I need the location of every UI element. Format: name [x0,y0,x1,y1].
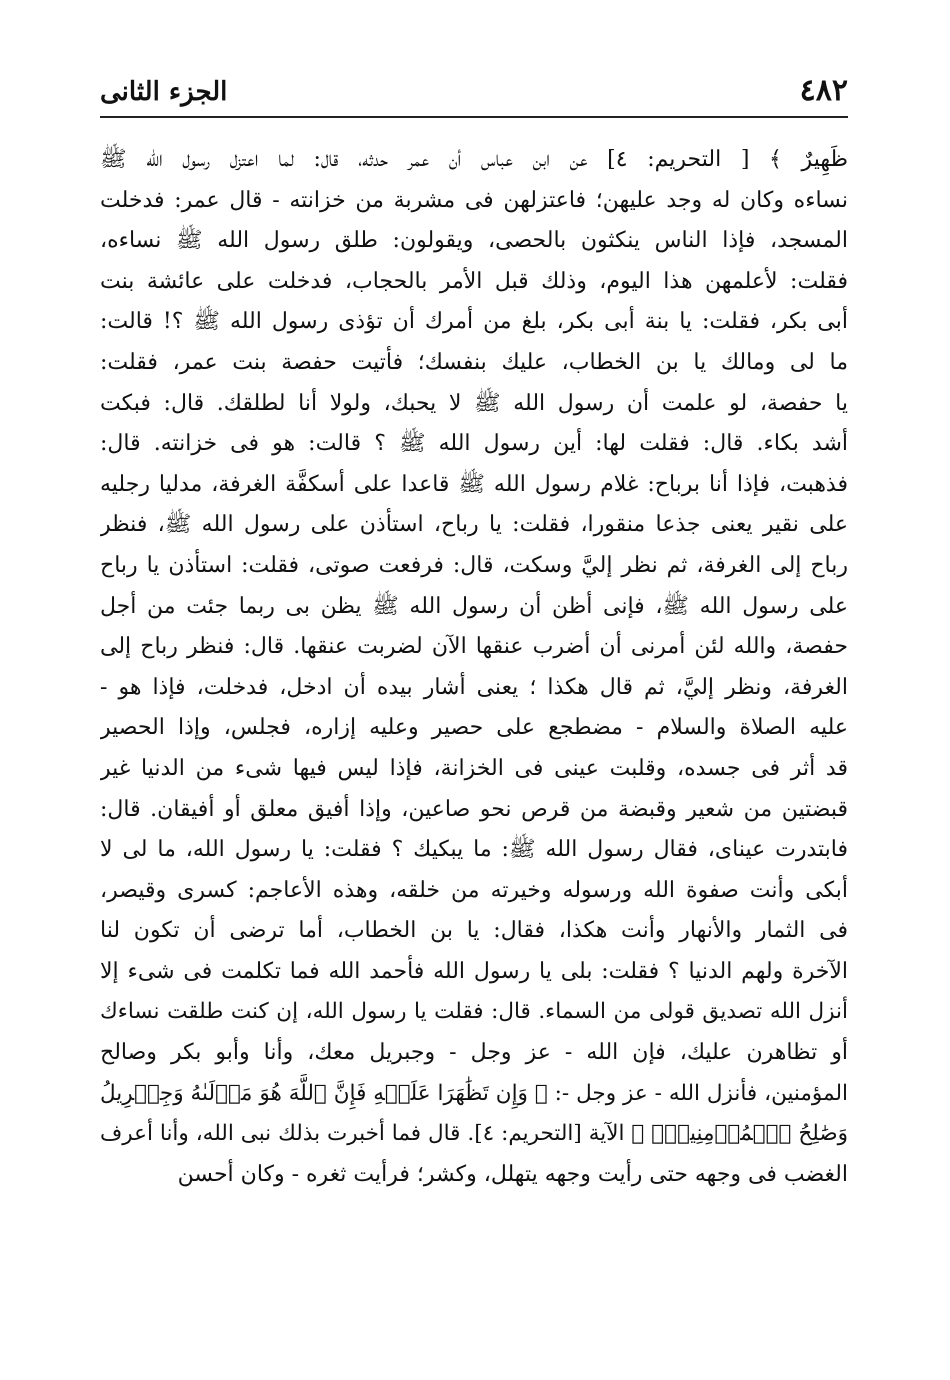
text-line: عليه الصلاة والسلام - مضطجع على حصير وعليه إزاره، فجلس، وإذا الحصير [100,715,848,741]
text-line: فذهبت، فإذا أنا برباح: غلام رسول الله ﷺ قاعدا على أسكفَّة الغرفة، مدليا رجليه [100,471,848,497]
text-line: أبى بكر، فقلت: يا بنة أبى بكر، بلغ من أمرك أن تؤذى رسول الله ﷺ ؟! قالت: [100,309,848,335]
text-line: المسجد، فإذا الناس ينكثون بالحصى، ويقولون: طلق رسول الله ﷺ نساءه، [100,228,848,254]
text-line: ظَهِيرٌ ﴾ [ التحريم: ٤] عن ابن عباس أن عمر حدثه، قال: لما اعتزل رسول الله ﷺ [100,147,848,172]
text-line: على رسول الله ﷺ، فإنى أظن أن رسول الله ﷺ يظن بى ربما جئت من أجل [100,593,848,619]
text-line: على نقير يعنى جذعا منقورا، فقلت: يا رباح، استأذن على رسول الله ﷺ، فنظر [100,512,848,538]
text-line: أنزل الله تصديق قولى من السماء. قال: فقلت يا رسول الله، إن كنت طلقت نساءك [100,999,848,1025]
body-text [100,140,848,1195]
quran-verse-line: وَصَٰلِحُ ٱلۡمُؤۡمِنِينَۖ ﴾ الآية [التحريم: ٤]. قال فما أخبرت بذلك نبى الله، وأنا أعرف [100,1121,848,1147]
quran-verse-line: المؤمنين، فأنزل الله - عز وجل -: ﴿ وَإِن تَظَٰهَرَا عَلَيۡهِ فَإِنَّ ٱللَّهَ هُوَ مَوۡلَىٰهُ وَجِبۡرِيلُ [100,1080,848,1106]
text-line: نساءه وكان له وجد عليهن؛ فاعتزلهن فى مشربة من خزانته - قال عمر: فدخلت [100,187,848,213]
page-number: ٤٨٢ [799,73,848,108]
text-line: فقلت: لأعلمهن هذا اليوم، وذلك قبل الأمر بالحجاب، فدخلت على عائشة بنت [100,268,848,294]
text-line: قد أثر فى جسده، وقلبت عينى فى الخزانة، فإذا ليس فيها شىء من الدنيا غير [100,755,848,781]
text-line: أشد بكاء. قال: فقلت لها: أين رسول الله ﷺ ؟ قالت: هو فى خزانته. قال: [100,431,848,457]
text-line: رباح إلى الغرفة، ثم نظر إليَّ وسكت، قال: فرفعت صوتى، فقلت: استأذن يا رباح [100,552,848,578]
text-line: قبضتين من شعير وقبضة من قرص نحو صاعين، وإذا أفيق معلق أو أفيقان. قال: [100,796,848,822]
text-line: يا حفصة، لو علمت أن رسول الله ﷺ لا يحبك، ولولا أنا لطلقك. قال: فبكت [100,390,848,416]
text-line: الآخرة ولهم الدنيا ؟ فقلت: بلى يا رسول الله فأحمد الله فما تكلمت فى شىء إلا [100,958,848,984]
page-header [100,70,848,110]
running-title: الجزء الثانى [100,77,228,107]
header-divider [100,116,848,118]
text-line: الغرفة، ونظر إليَّ، ثم قال هكذا ؛ يعنى أشار بيده أن ادخل، فدخلت، فإذا هو - [100,674,848,700]
text-line: فابتدرت عيناى، فقال رسول الله ﷺ: ما يبكيك ؟ فقلت: يا رسول الله، ما لى لا [100,837,848,863]
text-line: فى الثمار والأنهار وأنت هكذا، فقال: يا بن الخطاب، أما ترضى أن تكون لنا [100,918,848,944]
text-line: حفصة، والله لئن أمرنى أن أضرب عنقها الآن لضربت عنقها. قال: فنظر رباح إلى [100,634,848,660]
text-line: أبكى وأنت صفوة الله ورسوله وخيرته من خلقه، وهذه الأعاجم: كسرى وقيصر، [100,877,848,903]
text-line: الغضب فى وجهه حتى رأيت وجهه يتهلل، وكشر؛ فرأيت ثغره - وكان أحسن [177,1161,848,1187]
text-line: أو تظاهرن عليك، فإن الله - عز وجل - وجبريل معك، وأنا وأبو بكر وصالح [100,1040,848,1066]
text-line: ما لى ومالك يا بن الخطاب، عليك بنفسك؛ فأتيت حفصة بنت عمر، فقلت: [100,349,848,375]
